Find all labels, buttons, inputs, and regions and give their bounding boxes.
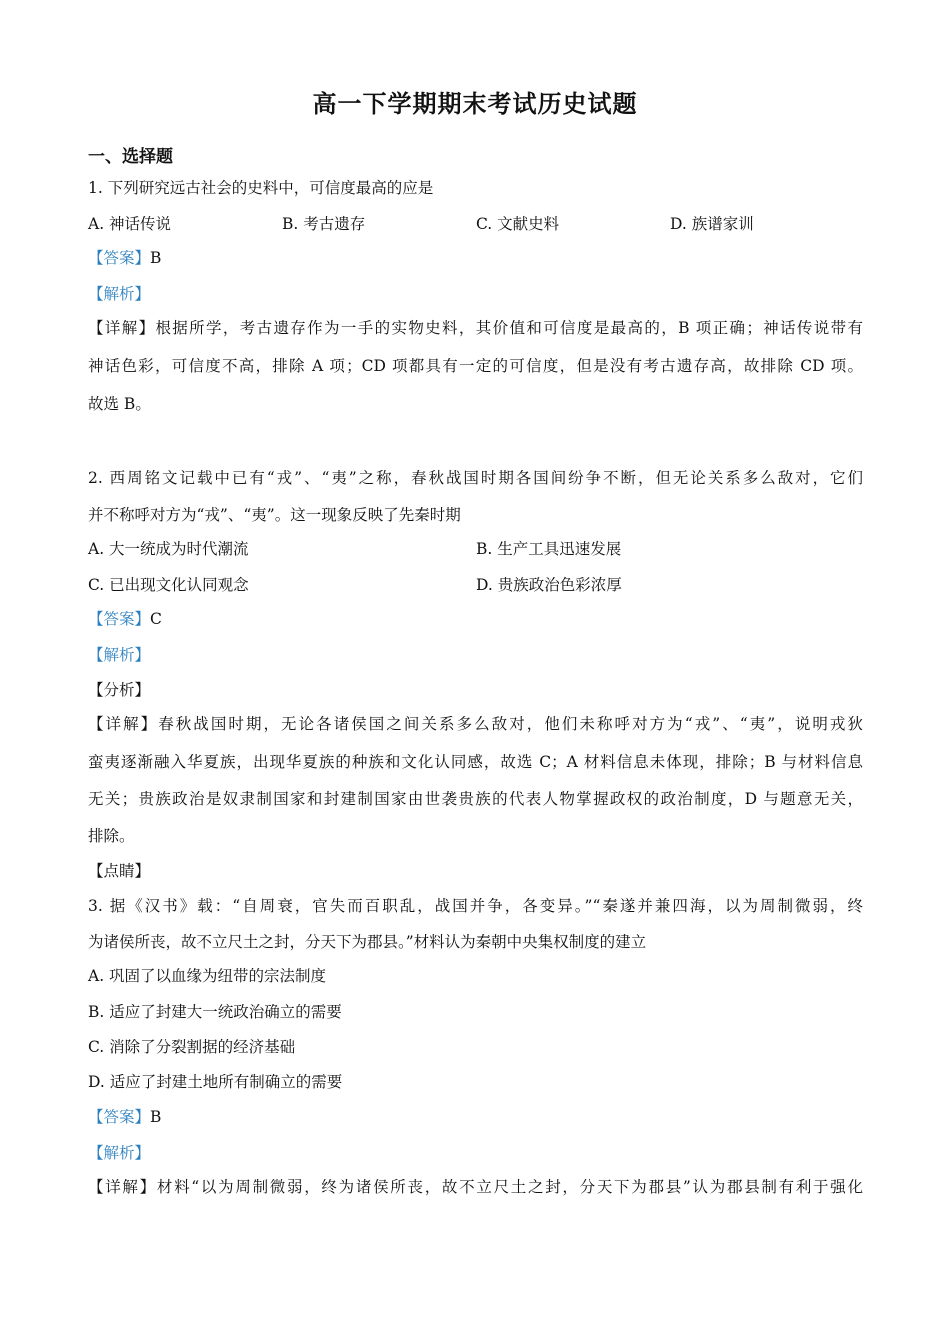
q3-stem-line-2: 为诸侯所丧，故不立尺土之封，分天下为郡县。”材料认为秦朝中央集权制度的建立 [88, 933, 647, 951]
answer-label: 【答案】 [88, 610, 151, 628]
q1-detail-line-2: 神话色彩，可信度不高，排除 A 项；CD 项都具有一定的可信度，但是没有考古遗存高，故排除 CD 项。 [88, 357, 863, 375]
q3-option-c: C. 消除了分裂割据的经济基础 [88, 1038, 296, 1056]
detail-label: 【详解】 [88, 1178, 157, 1196]
page-title: 高一下学期期末考试历史试题 [312, 89, 638, 118]
q2-dianjing-label: 【点睛】 [88, 862, 151, 880]
q1-detail-text-1: 根据所学，考古遗存作为一手的实物史料，其价值和可信度是最高的，B 项正确；神话传说带有 [155, 319, 863, 337]
q2-detail-text-1: 春秋战国时期，无论各诸侯国之间关系多么敌对，他们未称呼对方为“戎”、“夷”，说明戎狄 [158, 715, 863, 733]
q1-option-b: B. 考古遗存 [282, 215, 366, 233]
answer-label: 【答案】 [88, 249, 151, 267]
q2-detail-line-4: 排除。 [88, 827, 135, 845]
q2-option-b: B. 生产工具迅速发展 [476, 540, 622, 558]
q3-answer-row [88, 1105, 863, 1127]
q2-answer-row [88, 607, 863, 629]
q2-detail-line-3: 无关；贵族政治是奴隶制国家和封建制国家由世袭贵族的代表人物掌握政权的政治制度，D 与题意无关， [88, 790, 863, 808]
q2-detail-line-1 [88, 712, 863, 734]
q1-option-a: A. 神话传说 [88, 215, 172, 233]
q3-option-d: D. 适应了封建土地所有制确立的需要 [88, 1073, 343, 1091]
q2-stem-line-1: 2. 西周铭文记载中已有“戎”、“夷”之称，春秋战国时期各国间纷争不断，但无论关系多么敌对，它们 [88, 469, 863, 487]
q1-stem: 1. 下列研究远古社会的史料中，可信度最高的应是 [88, 179, 434, 197]
q2-fenxi-label: 【分析】 [88, 681, 151, 699]
q2-option-d: D. 贵族政治色彩浓厚 [476, 576, 622, 594]
q3-stem-line-1: 3. 据《汉书》载：“自周衰，官失而百职乱，战国并争，各变异。”“秦遂并兼四海，以为周制微弱，终 [88, 897, 863, 915]
q3-detail-line-1 [88, 1175, 863, 1197]
q2-detail-line-2: 蛮夷逐渐融入华夏族，出现华夏族的种族和文化认同感，故选 C；A 材料信息未体现，排除；B 与材料信息 [88, 753, 863, 771]
q1-analysis-label: 【解析】 [88, 285, 151, 303]
q2-stem-line-2: 并不称呼对方为“戎”、“夷”。这一现象反映了先秦时期 [88, 506, 461, 524]
q1-detail-line-3: 故选 B。 [88, 395, 151, 413]
detail-label: 【详解】 [88, 319, 156, 337]
detail-label: 【详解】 [88, 715, 159, 733]
q2-option-a: A. 大一统成为时代潮流 [88, 540, 249, 558]
q2-option-c: C. 已出现文化认同观念 [88, 576, 249, 594]
answer-label: 【答案】 [88, 1108, 151, 1126]
q1-answer: B [150, 249, 162, 267]
q1-option-c: C. 文献史料 [476, 215, 560, 233]
q3-option-b: B. 适应了封建大一统政治确立的需要 [88, 1003, 342, 1021]
q1-detail-line-1 [88, 316, 863, 338]
q1-answer-row [88, 246, 863, 268]
q2-analysis-label: 【解析】 [88, 646, 151, 664]
q3-analysis-label: 【解析】 [88, 1144, 151, 1162]
q1-option-d: D. 族谱家训 [670, 215, 754, 233]
q3-option-a: A. 巩固了以血缘为纽带的宗法制度 [88, 967, 327, 985]
q2-answer: C [150, 610, 162, 628]
q3-answer: B [150, 1108, 162, 1126]
q3-detail-text-1: 材料“以为周制微弱，终为诸侯所丧，故不立尺土之封，分天下为郡县”认为郡县制有利于强化 [156, 1178, 863, 1196]
section-heading: 一、选择题 [88, 147, 173, 167]
